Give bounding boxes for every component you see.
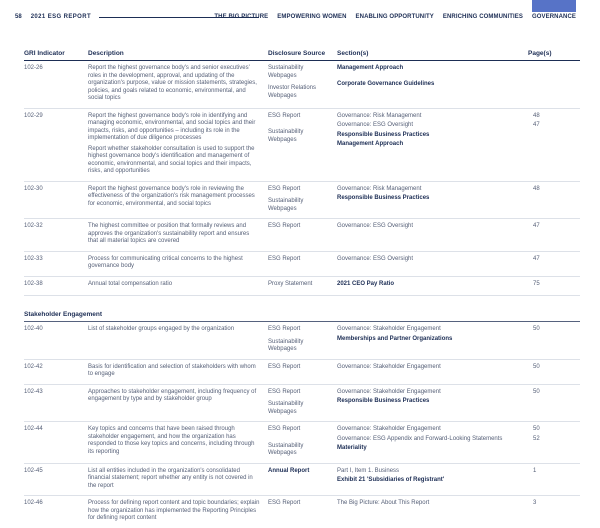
sections-cell [337, 389, 580, 417]
disclosure-source: ESG Report [268, 185, 301, 192]
section-line [337, 122, 572, 130]
section-line [337, 281, 572, 289]
sections-cell [337, 468, 580, 491]
section-reference: Governance: ESG Oversight [337, 255, 414, 262]
page-number-value [528, 336, 572, 344]
section-line [337, 500, 572, 508]
disclosure-source-cell [268, 426, 337, 458]
description-paragraph: Basis for identification and selection of stakeholders with whom to engage [88, 363, 256, 377]
table-header-row [24, 50, 580, 61]
disclosure-source-cell [268, 364, 337, 379]
section-reference: Governance: Stakeholder Engagement [337, 363, 441, 370]
page-number-value [528, 477, 572, 485]
page-number-value [528, 445, 572, 453]
tab-marker [356, 0, 434, 12]
section-line [337, 65, 572, 73]
disclosure-source: Sustainability Webpages [268, 442, 304, 456]
section-reference: Governance: Stakeholder Engagement [337, 388, 441, 395]
section-reference: Governance: ESG Oversight [337, 122, 414, 128]
nav-item-empowering-women[interactable] [277, 0, 346, 20]
description-cell [88, 281, 268, 291]
column-header-sections: Section(s) [337, 50, 369, 57]
page-number-value: 3 [533, 500, 537, 506]
disclosure-source-cell [268, 389, 337, 417]
nav-item-label: THE BIG PICTURE [214, 14, 269, 20]
section-link[interactable]: Materiality [337, 445, 367, 451]
gri-indicator: 102-40 [24, 326, 43, 332]
page-number-value [528, 141, 572, 149]
section-link[interactable]: Exhibit 21 'Subsidiaries of Registrant' [337, 477, 445, 483]
table-row [24, 496, 580, 528]
section-reference: Governance: ESG Oversight [337, 223, 414, 229]
active-tab-marker [532, 0, 576, 12]
sections-cell [337, 326, 580, 354]
table-row [24, 182, 580, 220]
section-link[interactable]: Management Approach [337, 65, 404, 71]
section-line [337, 141, 572, 149]
gri-index-table [24, 50, 580, 528]
section-line [337, 468, 572, 476]
disclosure-source: ESG Report [268, 223, 301, 229]
page-number-value: 48 [533, 112, 540, 119]
tab-marker [443, 0, 523, 12]
page-number-value: 50 [533, 326, 540, 332]
table-row [24, 385, 580, 423]
gri-indicator: 102-33 [24, 255, 43, 262]
disclosure-source-cell [268, 113, 337, 176]
gri-indicator: 102-45 [24, 467, 43, 474]
description-cell [88, 256, 268, 271]
nav-item-label: EMPOWERING WOMEN [277, 14, 347, 20]
disclosure-source-cell [268, 326, 337, 354]
gri-indicator: 102-38 [24, 280, 43, 287]
description-cell [88, 500, 268, 523]
tab-marker [214, 0, 268, 12]
gri-indicator: 102-42 [24, 363, 43, 370]
section-reference: Governance: Risk Management [337, 185, 422, 192]
section-link[interactable]: Corporate Governance Guidelines [337, 80, 435, 87]
disclosure-source: Sustainability Webpages [268, 338, 304, 352]
table-row [24, 464, 580, 497]
section-line [337, 81, 572, 89]
disclosure-source-cell [268, 500, 337, 523]
gri-indicator: 102-29 [24, 112, 43, 119]
page-number-value [528, 81, 572, 89]
section-link[interactable]: Memberships and Partner Organizations [337, 335, 453, 342]
section-link[interactable]: Responsible Business Practices [337, 195, 430, 201]
description-paragraph: Report whether stakeholder consultation is used to support the highest governance body's identification and management of economic, environmental, and social topics and their impacts, risks, and opportunities [88, 145, 255, 174]
sections-cell [337, 426, 580, 458]
gri-indicator: 102-30 [24, 185, 43, 192]
section-link[interactable]: Responsible Business Practices [337, 398, 430, 404]
description-paragraph: Key topics and concerns that have been raised through stakeholder engagement, and how the organization has responded to those key topics and concerns, including through its reporting [88, 426, 255, 455]
sections-cell [337, 113, 580, 176]
section-link[interactable]: Responsible Business Practices [337, 131, 430, 138]
section-line [337, 445, 572, 453]
sections-cell [337, 223, 580, 246]
disclosure-source: Sustainability Webpages [268, 401, 304, 415]
section-reference: Governance: Stakeholder Engagement [337, 326, 441, 332]
column-header-description: Description [88, 50, 124, 57]
description-paragraph: List all entities included in the organization's consolidated financial statement; report whether any entity is not covered in the report [88, 467, 253, 489]
tab-marker [277, 0, 346, 12]
nav-item-label: GOVERNANCE [531, 14, 576, 20]
page-number-value: 47 [533, 122, 540, 128]
section-line [337, 186, 572, 194]
section-line [337, 336, 572, 344]
disclosure-source-cell [268, 223, 337, 246]
disclosure-source: ESG Report [268, 255, 301, 262]
section-reference: Governance: Stakeholder Engagement [337, 426, 441, 432]
disclosure-source: Sustainability Webpages [268, 129, 304, 143]
page-number-value: 48 [533, 185, 540, 192]
section-link[interactable]: Management Approach [337, 141, 404, 147]
sections-cell [337, 364, 580, 379]
sections-cell [337, 281, 580, 291]
disclosure-source-cell [268, 468, 337, 491]
disclosure-source-cell [268, 65, 337, 103]
nav-item-label: ENABLING OPPORTUNITY [355, 14, 434, 20]
table-row [24, 109, 580, 182]
section-line [337, 132, 572, 140]
page-number-value: 50 [533, 363, 540, 370]
disclosure-source: ESG Report [268, 363, 301, 370]
gri-indicator: 102-26 [24, 65, 43, 71]
section-line [337, 364, 572, 372]
description-cell [88, 364, 268, 379]
page-number-value: 75 [533, 280, 540, 287]
disclosure-source: Investor Relations Webpages [268, 85, 317, 99]
page-number: 58 [15, 14, 22, 20]
table-row [24, 252, 580, 277]
description-paragraph: Report the highest governance body's role in identifying and managing economic, environmental, and social topics and their impacts, risks, and opportunities – including its role in the implementation of due diligence processes [88, 112, 256, 141]
sections-cell [337, 65, 580, 103]
disclosure-source: ESG Report [268, 426, 301, 432]
description-cell [88, 426, 268, 458]
description-cell [88, 223, 268, 246]
disclosure-source-cell [268, 186, 337, 214]
page-number-value [528, 195, 572, 203]
section-line [337, 326, 572, 334]
section-line [337, 436, 572, 444]
column-header-pages: Page(s) [528, 50, 552, 57]
table-row [24, 219, 580, 252]
disclosure-source: Sustainability Webpages [268, 65, 304, 79]
gri-indicator: 102-32 [24, 223, 43, 229]
page-number-value: 50 [533, 426, 540, 432]
description-paragraph: The highest committee or position that formally reviews and approves the organization's sustainability report and ensures that all material topics are covered [88, 223, 250, 244]
gri-indicator: 102-43 [24, 388, 43, 395]
page-number-value: 52 [533, 435, 540, 442]
sections-cell [337, 186, 580, 214]
nav-item-enriching-communities[interactable] [443, 0, 523, 20]
column-header-gri-indicator: GRI Indicator [24, 50, 65, 57]
section-line [337, 223, 572, 231]
page-number-value [528, 65, 572, 73]
description-cell [88, 326, 268, 354]
section-line [337, 426, 572, 434]
disclosure-source: ESG Report [268, 112, 301, 119]
disclosure-source: Annual Report [268, 467, 310, 474]
section-line [337, 398, 572, 406]
description-paragraph: Report the highest governance body's and senior executives' roles in the development, approval, and updating of the organization's purpose, value or mission statements, strategies, policies, and goals related to economic, environmental, and social topics [88, 65, 257, 101]
description-paragraph: Process for communicating critical concerns to the highest governance body [88, 255, 243, 269]
section-reference: Part I, Item 1. Business [337, 467, 400, 474]
section-line [337, 477, 572, 485]
gri-indicator: 102-44 [24, 426, 43, 432]
section-reference: Governance: ESG Appendix and Forward-Looking Statements [337, 435, 503, 442]
section-line [337, 113, 572, 121]
description-paragraph: List of stakeholder groups engaged by the organization [88, 326, 235, 332]
table-row [24, 322, 580, 360]
page-number-value: 47 [533, 223, 540, 229]
nav-item-label: ENRICHING COMMUNITIES [442, 14, 523, 20]
table-section-header: Stakeholder Engagement [24, 296, 580, 322]
section-line [337, 256, 572, 264]
description-paragraph: Report the highest governance body's role in reviewing the effectiveness of the organization's risk management processes for economic, environmental, and social topics [88, 185, 255, 207]
top-navigation [214, 0, 576, 20]
description-paragraph: Annual total compensation ratio [88, 280, 173, 287]
description-cell [88, 65, 268, 103]
disclosure-source: Proxy Statement [268, 280, 313, 287]
section-line [337, 195, 572, 203]
description-cell [88, 468, 268, 491]
description-paragraph: Process for defining report content and topic boundaries; explain how the organization has implemented the Reporting Principles for defining report content [88, 500, 260, 521]
description-cell [88, 186, 268, 214]
nav-item-the-big-picture[interactable] [214, 0, 268, 20]
disclosure-source-cell [268, 256, 337, 271]
section-reference: The Big Picture: About This Report [337, 500, 430, 506]
page-number-value [528, 398, 572, 406]
table-row [24, 61, 580, 109]
page-number-value [528, 132, 572, 140]
disclosure-source: ESG Report [268, 388, 301, 395]
page-number-value: 1 [533, 467, 537, 474]
nav-item-governance[interactable] [532, 0, 576, 20]
section-line [337, 389, 572, 397]
table-body [24, 61, 580, 528]
disclosure-source: ESG Report [268, 326, 301, 332]
table-row [24, 422, 580, 464]
disclosure-source: ESG Report [268, 500, 301, 506]
page-number-value: 47 [533, 255, 540, 262]
table-row [24, 277, 580, 297]
description-cell [88, 389, 268, 417]
gri-indicator: 102-46 [24, 500, 43, 506]
report-title: 2021 ESG REPORT [30, 14, 92, 20]
description-paragraph: Approaches to stakeholder engagement, including frequency of engagement by type and by stakeholder group [88, 388, 257, 402]
page-number-value: 50 [533, 388, 540, 395]
description-cell [88, 113, 268, 176]
column-header-disclosure-source: Disclosure Source [268, 50, 326, 57]
sections-cell [337, 256, 580, 271]
table-row [24, 360, 580, 385]
section-link[interactable]: 2021 CEO Pay Ratio [337, 280, 395, 287]
sections-cell [337, 500, 580, 523]
disclosure-source-cell [268, 281, 337, 291]
section-reference: Governance: Risk Management [337, 112, 422, 119]
disclosure-source: Sustainability Webpages [268, 198, 304, 212]
nav-item-enabling-opportunity[interactable] [356, 0, 434, 20]
